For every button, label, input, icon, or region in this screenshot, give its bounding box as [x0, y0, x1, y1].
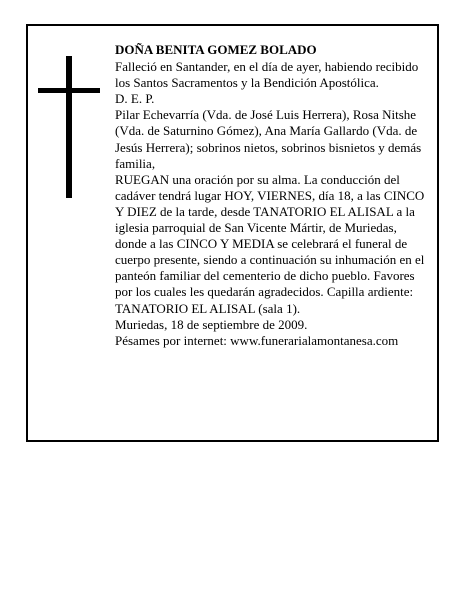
- deceased-name: DOÑA BENITA GOMEZ BOLADO: [115, 42, 317, 57]
- rest-in-peace: D. E. P.: [115, 91, 155, 107]
- cross-horizontal-bar: [38, 88, 100, 93]
- funeral-details: RUEGAN una oración por su alma. La conducción del cadáver tendrá lugar HOY, VIERNES, día 18, a las CINCO Y DIEZ de la tarde, desde TANATORIO EL ALISAL a la iglesia parroquial de San Vicente Mártir, de Muriedas, donde a las CINCO Y MEDIA se celebrará el funeral de cuerpo presente, siendo a continuación su inhumación en el panteón familiar del cementerio de dicho pueblo. Favores por los cuales les quedarán agradecidos. Capilla ardiente: TANATORIO EL ALISAL (sala 1).: [115, 171, 425, 316]
- online-condolences: Pésames por internet: www.funerarialamontanesa.com: [115, 332, 399, 348]
- obituary-notice: [26, 24, 439, 442]
- place-and-date: Muriedas, 18 de septiembre de 2009.: [115, 316, 308, 332]
- cross-vertical-bar: [66, 56, 72, 198]
- cross-icon: [38, 56, 100, 198]
- family-members: Pilar Echevarría (Vda. de José Luis Herrera), Rosa Nitshe (Vda. de Saturnino Gómez), Ana María Gallardo (Vda. de Jesús Herrera); sobrinos nietos, sobrinos bisnietos y demás familia,: [115, 107, 422, 171]
- death-announcement: Falleció en Santander, en el día de ayer, habiendo recibido los Santos Sacramentos y la Bendición Apostólica.: [115, 59, 419, 91]
- notice-body: [115, 42, 425, 349]
